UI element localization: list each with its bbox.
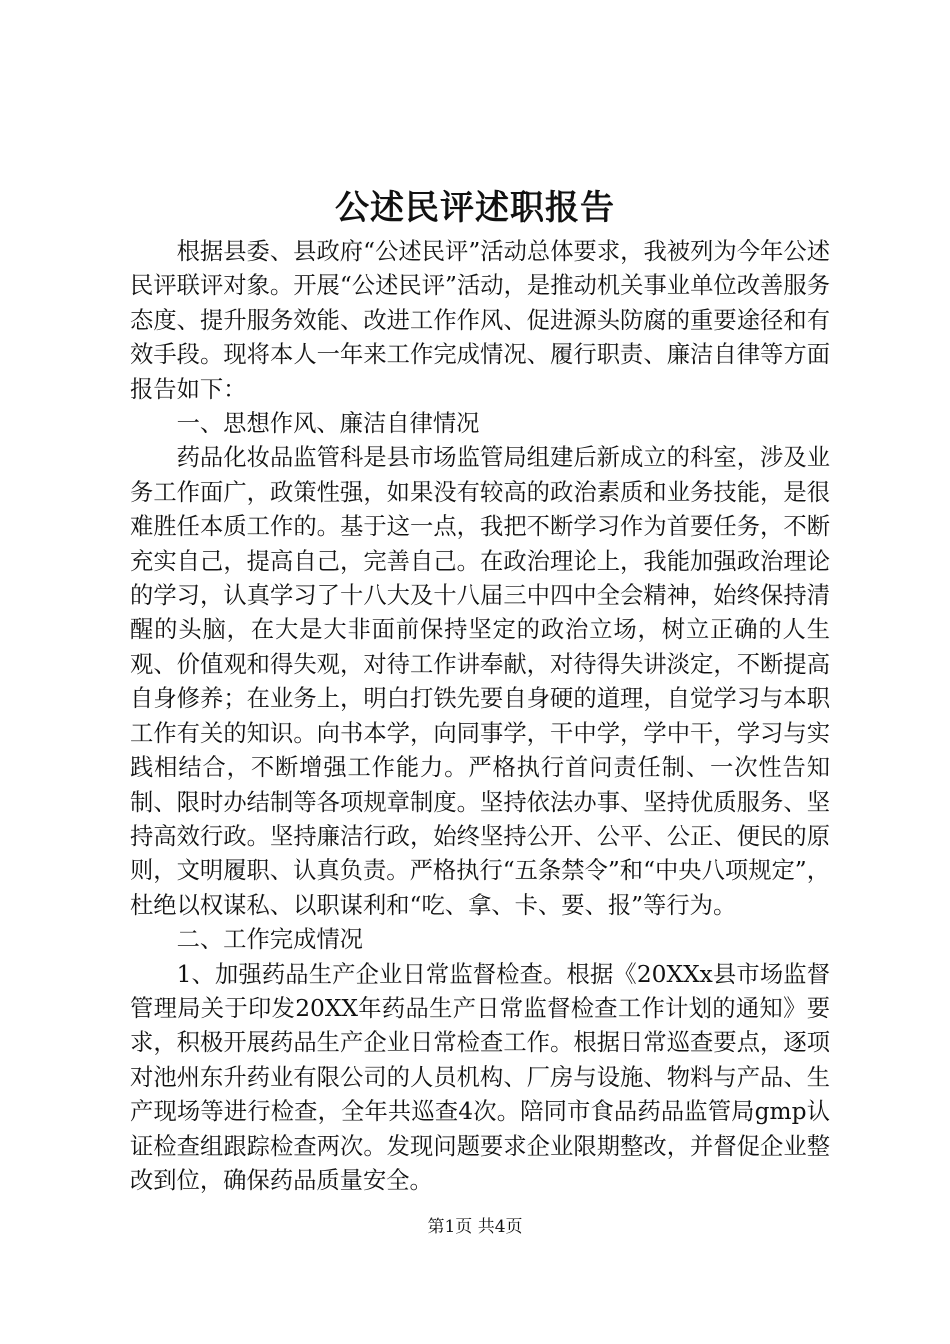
section-heading-2: 二、工作完成情况 xyxy=(176,926,363,954)
document-body xyxy=(130,235,830,1198)
intro-paragraph: 根据县委、县政府“公述民评”活动总体要求，我被列为今年公述民评联评对象。开展“公述民评”活动，是推动机关事业单位改善服务态度、提升服务效能、改进工作作风、促进源头防腐的重要途径和有效手段。现将本人一年来工作完成情况、履行职责、廉洁自律等方面报告如下： xyxy=(130,238,830,403)
document-title: 公述民评述职报告 xyxy=(335,188,615,228)
section-heading-1: 一、思想作风、廉洁自律情况 xyxy=(176,410,480,438)
section-2-paragraph: 1、加强药品生产企业日常监督检查。根据《20XXx县市场监督管理局关于印发20XX年药品生产日常监督检查工作计划的通知》要求，积极开展药品生产企业日常检查工作。根据日常巡查要点，逐项对池州东升药业有限公司的人员机构、厂房与设施、物料与产品、生产现场等进行检查，全年共巡查4次。陪同市食品药品监管局gmp认证检查组跟踪检查两次。发现问题要求企业限期整改，并督促企业整改到位，确保药品质量安全。 xyxy=(130,960,830,1194)
section-1-paragraph: 药品化妆品监管科是县市场监管局组建后新成立的科室，涉及业务工作面广，政策性强，如果没有较高的政治素质和业务技能，是很难胜任本质工作的。基于这一点，我把不断学习作为首要任务，不断充实自己，提高自己，完善自己。在政治理论上，我能加强政治理论的学习，认真学习了十八大及十八届三中四中全会精神，始终保持清醒的头脑，在大是大非面前保持坚定的政治立场，树立正确的人生观、价值观和得失观，对待工作讲奉献，对待得失讲淡定，不断提高自身修养；在业务上，明白打铁先要自身硬的道理，自觉学习与本职工作有关的知识。向书本学，向同事学，干中学，学中干，学习与实践相结合，不断增强工作能力。严格执行首问责任制、一次性告知制、限时办结制等各项规章制度。坚持依法办事、坚持优质服务、坚持高效行政。坚持廉洁行政，始终坚持公开、公平、公正、便民的原则，文明履职、认真负责。严格执行“五条禁令”和“中央八项规定”，杜绝以权谋私、以职谋利和“吃、拿、卡、要、报”等行为。 xyxy=(130,444,830,919)
page-number-footer: 第1页 共4页 xyxy=(427,1217,523,1237)
